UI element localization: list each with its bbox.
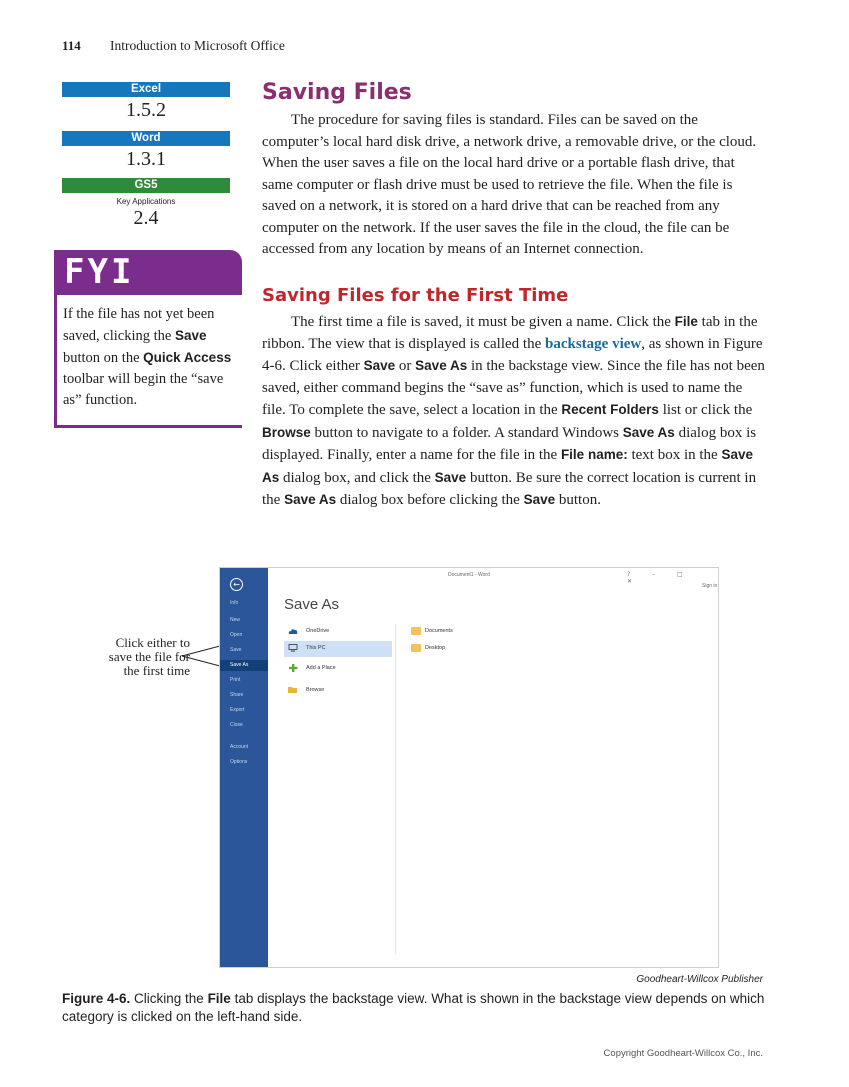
fyi-box xyxy=(54,250,242,428)
page-number: 114 xyxy=(62,38,81,53)
figure-caption: Figure 4-6. Clicking the File tab displays the backstage view. What is shown in the backstage view depends on which category is clicked on the left-hand side. xyxy=(62,991,765,1024)
fyi-title: FYI xyxy=(64,252,135,292)
nav-close[interactable]: Close xyxy=(230,722,243,728)
backstage-view-term: backstage view xyxy=(545,335,642,352)
nav-save-as[interactable]: Save As xyxy=(220,660,268,671)
excel-tag: Excel xyxy=(62,82,230,97)
place-add-a-place[interactable]: Add a Place xyxy=(284,661,392,677)
gs5-objective: 2.4 xyxy=(133,207,159,229)
book-title: Introduction to Microsoft Office xyxy=(110,38,285,53)
paragraph-first-time: The first time a file is saved, it must be given a name. Click the File tab in the ribbon. The view that is displayed is called the backstage view, as shown in Figure 4-6. Click either Save or Save As in the backstage view. Since the file has not been saved, either command begins the “save as” function, which is used to name the file. To complete the save, select a location in the Recent Folders list or click the Browse button to navigate to a folder. A standard Windows Save As dialog box is displayed. Finally, enter a name for the file in the File name: text box in the Save As dialog box, and click the Save button. Be sure the correct location is current in the Save As dialog box before clicking the Save button. xyxy=(262,314,765,508)
paragraph-saving-files: The procedure for saving files is standard. Files can be saved on the computer’s local hard disk drive, a network drive, a removable drive, or the cloud. When the user saves a file on the local hard drive or a portable flash drive, that same computer or flash drive must be used to retrieve the file. When the file is saved on a network, it is stored on a hard drive that can be reached from any computer on the network. If the user saves the file in the cloud, the file can be accessed from any location by means of an Internet connection. xyxy=(262,112,757,257)
nav-options[interactable]: Options xyxy=(230,759,248,765)
folder-open-icon xyxy=(288,686,298,694)
fyi-save-term: Save xyxy=(174,328,207,343)
figure-callout: Click either to save the file for the first time xyxy=(108,635,190,678)
backstage-screenshot xyxy=(219,567,719,968)
back-arrow-icon[interactable]: ← xyxy=(230,578,243,591)
window-controls[interactable]: ? – □ ✕ xyxy=(627,571,693,585)
plus-icon xyxy=(288,664,298,672)
folder-icon xyxy=(411,644,421,652)
fyi-border-left xyxy=(54,295,57,428)
fyi-border-bottom xyxy=(54,425,242,428)
place-onedrive[interactable]: OneDrive xyxy=(284,624,392,640)
callout-pointer xyxy=(180,640,222,668)
computer-icon xyxy=(288,644,298,652)
nav-share[interactable]: Share xyxy=(230,692,244,698)
section-heading-saving-files: Saving Files xyxy=(262,80,412,105)
save-as-heading: Save As xyxy=(284,596,340,613)
fyi-text: If the file has not yet been saved, clicking the Save button on the Quick Access toolbar will begin the “save as” function. xyxy=(63,306,232,408)
copyright-notice: Copyright Goodheart-Willcox Co., Inc. xyxy=(603,1048,763,1059)
nav-new[interactable]: New xyxy=(230,617,241,623)
backstage-nav-panel xyxy=(220,568,268,967)
window-title: Document1 - Word xyxy=(448,572,490,578)
fyi-header xyxy=(54,250,242,295)
nav-save[interactable]: Save xyxy=(230,647,242,653)
nav-print[interactable]: Print xyxy=(230,677,241,683)
nav-open[interactable]: Open xyxy=(230,632,243,638)
word-tag: Word xyxy=(62,131,230,146)
place-this-pc[interactable]: This PC xyxy=(284,641,392,657)
cloud-icon xyxy=(288,627,298,635)
sign-in-link[interactable]: Sign in xyxy=(702,583,718,589)
excel-objective: 1.5.2 xyxy=(126,99,166,121)
place-browse[interactable]: Browse xyxy=(284,683,392,699)
panel-divider xyxy=(395,624,396,954)
gs5-subtitle: Key Applications xyxy=(116,197,176,206)
folder-documents[interactable]: Documents xyxy=(411,626,501,638)
nav-account[interactable]: Account xyxy=(230,744,249,750)
folder-icon xyxy=(411,627,421,635)
folder-desktop[interactable]: Desktop xyxy=(411,643,501,655)
word-objective: 1.3.1 xyxy=(126,148,166,170)
nav-export[interactable]: Export xyxy=(230,707,245,713)
nav-info[interactable]: Info xyxy=(230,600,239,606)
gs5-tag: GS5 xyxy=(62,178,230,193)
figure-credit: Goodheart-Willcox Publisher xyxy=(636,974,763,985)
section-heading-first-time: Saving Files for the First Time xyxy=(262,285,569,306)
figure-label: Figure 4-6. xyxy=(62,991,131,1006)
fyi-quick-access-term: Quick Access xyxy=(143,350,232,365)
